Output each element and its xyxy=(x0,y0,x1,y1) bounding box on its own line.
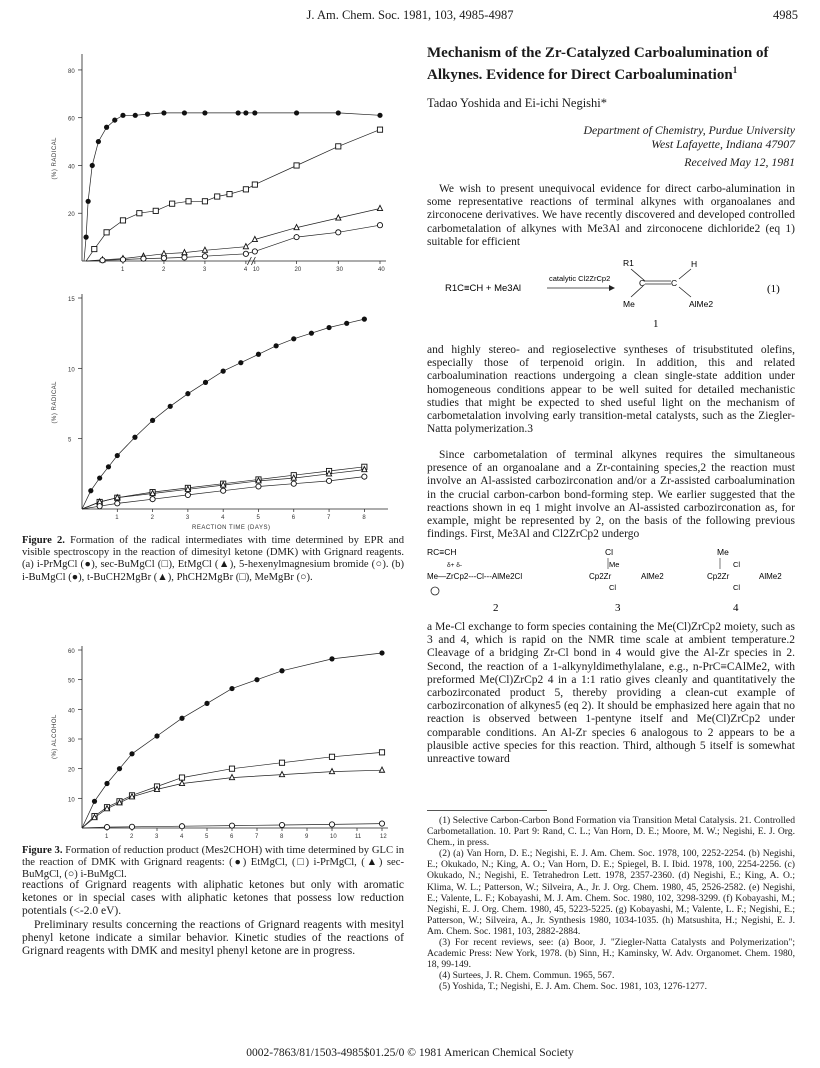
x-tick-label: 40 xyxy=(378,267,385,273)
data-point xyxy=(117,766,122,771)
data-point xyxy=(294,163,299,168)
x-tick-label: 3 xyxy=(185,515,190,521)
s4-cl: Cl xyxy=(733,560,741,569)
page-footer: 0002-7863/81/1503-4985$01.25/0 © 1981 American Chemical Society xyxy=(246,1047,574,1059)
data-point xyxy=(88,488,93,493)
data-point xyxy=(243,187,248,192)
figure-3-caption xyxy=(22,845,404,882)
data-point xyxy=(129,824,134,829)
compound-2-label: 2 xyxy=(493,602,499,614)
series-1 xyxy=(82,650,385,828)
data-point xyxy=(243,244,248,249)
x-tick-label: 8 xyxy=(280,834,284,840)
data-point xyxy=(170,201,175,206)
article-authors: Tadao Yoshida and Ei-ichi Negishi* xyxy=(427,96,608,110)
data-point xyxy=(336,230,341,235)
data-point xyxy=(377,127,382,132)
data-point xyxy=(168,404,173,409)
right-paragraph-4: a Me-Cl exchange to form species containing the Me(Cl)ZrCp2 moiety, such as 3 and 4, which is rapid on the NMR time scale at ambient temperature.2 Cleavage of a bridging Zr-Cl bond in 4 would give the Al-Zr species in 2. Second, the reaction of a 1-alkynyldimethylalane, e.g., n-PrC≡CAlMe2, with preformed Me(Cl)ZrCp2 4 in a 1:1 ratio gives cleanly and quantitatively the carbozirconated product 5, thereby providing a clean-cut example of carbozirconation of alkynes5 (eq 2). It should be emphasized here again that no reaction is observed between 1-pentyne itself and Me(Cl)ZrCp2 under comparable conditions. An Al-Zr species 6 analogous to 2 appears to be a plausible active species for this reaction. Third, although 5 itself is somewhat unreactive toward xyxy=(427,621,795,766)
data-point xyxy=(115,501,120,506)
data-point xyxy=(336,144,341,149)
x-tick-label: 9 xyxy=(305,834,309,840)
svg-text:C: C xyxy=(671,278,678,288)
series-2 xyxy=(86,127,383,261)
series-2 xyxy=(82,750,385,828)
data-point xyxy=(243,110,248,115)
x-tick-label: 2 xyxy=(130,834,134,840)
y-axis-label: (%) RADICAL xyxy=(52,380,58,424)
data-point xyxy=(221,488,226,493)
data-point xyxy=(182,110,187,115)
affiliation-line-2: West Lafayette, Indiana 47907 xyxy=(651,137,795,151)
data-point xyxy=(291,336,296,341)
data-point xyxy=(236,110,241,115)
data-point xyxy=(104,230,109,235)
series-line xyxy=(82,319,364,509)
data-point xyxy=(179,824,184,829)
data-point xyxy=(185,391,190,396)
data-point xyxy=(86,199,91,204)
running-header xyxy=(0,6,820,26)
data-point xyxy=(106,464,111,469)
y-tick-label: 40 xyxy=(68,164,75,171)
data-point xyxy=(291,481,296,486)
x-tick-label: 5 xyxy=(205,834,209,840)
data-point xyxy=(229,823,234,828)
footnote-4: (4) Surtees, J. R. Chem. Commun. 1965, 567. xyxy=(439,970,615,982)
data-point xyxy=(329,754,334,759)
x-tick-label: 1 xyxy=(120,267,125,273)
right-paragraph-1: We wish to present unequivocal evidence for direct carbo-alumination in some representative reactions of terminal alkynes with organoalanes and zirconocene derivatives. We have recently discovered and developed controlled carbometalation of alkynes with Me3Al and zirconocene dichloride2 (eq 1) suitable for efficient xyxy=(427,183,795,248)
x-tick-label: 6 xyxy=(230,834,234,840)
figure-2b-chart xyxy=(40,283,410,533)
x-tick-label: 12 xyxy=(380,834,387,840)
s4-me: Me xyxy=(717,547,729,557)
data-point xyxy=(256,484,261,489)
x-tick-label: 1 xyxy=(115,515,119,521)
svg-text:C: C xyxy=(639,278,646,288)
svg-text:Cl: Cl xyxy=(733,583,741,592)
figure-2-caption xyxy=(22,535,404,584)
x-tick-label: 3 xyxy=(155,834,159,840)
data-point xyxy=(379,821,384,826)
data-point xyxy=(377,113,382,118)
data-point xyxy=(329,822,334,827)
title-footnote-mark: 1 xyxy=(732,64,738,75)
s2-charges: δ+ δ- xyxy=(447,562,463,569)
data-point xyxy=(202,110,207,115)
series-line xyxy=(82,752,382,828)
eq1-r1: R1 xyxy=(623,258,634,268)
eq1-catalyst: catalytic Cl2ZrCp2 xyxy=(549,274,611,283)
data-point xyxy=(202,199,207,204)
data-point xyxy=(161,256,166,261)
structures-svg xyxy=(427,545,795,617)
data-point xyxy=(153,208,158,213)
figure-3-svg xyxy=(40,640,410,840)
affiliation xyxy=(427,123,795,151)
y-axis-label: (%) RADICAL xyxy=(52,136,58,180)
data-point xyxy=(185,492,190,497)
x-axis-label: REACTION TIME (DAYS) xyxy=(192,525,271,531)
data-point xyxy=(202,247,207,252)
data-point xyxy=(362,474,367,479)
s3-me: Me xyxy=(609,560,620,569)
x-tick-label: 2 xyxy=(161,267,166,273)
data-point xyxy=(254,677,259,682)
figure-3-label: Figure 3. xyxy=(22,845,63,856)
equation-1-svg xyxy=(427,257,795,339)
x-tick-label: 4 xyxy=(243,267,248,273)
data-point xyxy=(150,497,155,502)
figure-2b-svg xyxy=(40,283,410,533)
figure-2a-svg xyxy=(40,36,410,274)
footnote-5: (5) Yoshida, T.; Negishi, E. J. Am. Chem. Soc. 1981, 103, 1276-1277. xyxy=(439,981,708,993)
footnote-3: (3) For recent reviews, see: (a) Boor, J. "Ziegler-Natta Catalysts and Polymerization"; Academic Press: New York, 1978. (b) Sinn, H.; Kaminsky, W. Adv. Organomet. Chem. 1980, 18, 99-149. xyxy=(427,937,795,971)
structures-2-3-4 xyxy=(427,545,795,617)
data-point xyxy=(161,110,166,115)
footnote-2: (2) (a) Van Horn, D. E.; Negishi, E. J. Am. Chem. Soc. 1978, 100, 2252-2254. (b) Negishi, E.; Okukado, N.; King, A. O.; Van Horn, D. E.; Spiegel, B. I. Ibid. 1978, 100, 2254-2256. (c) Okukado, N.; Negishi, E. Tetrahedron Lett. 1978, 2357-2360. (d) Negishi, E.; King, A. O.; Klima, W. L.; Patterson, W.; Silveira, A., Jr. J. Org. Chem. 1980, 45, 2526-2582. (e) Negishi, E.; Valente, L. F.; Kobayashi, M. J. Am. Chem. Soc. 1980, 102, 3298-3299. (f) Kobayashi, M.; Negishi, E. J. Org. Chem. 1980, 45, 5223-5225. (g) Kobayashi, M.; Valente, L. F.; Negishi, E.; Patterson, W.; Silveira, A., Jr. Synthesis 1980, 1034-1035. (h) Matsushita, H.; Negishi, E. J. Am. Chem. Soc. 1981, 103, 2882-2884. xyxy=(427,848,795,937)
data-point xyxy=(362,317,367,322)
data-point xyxy=(202,254,207,259)
y-tick-label: 20 xyxy=(68,212,75,219)
data-point xyxy=(120,113,125,118)
data-point xyxy=(329,656,334,661)
s2-body: Me—ZrCp2---Cl---AlMe2Cl xyxy=(427,572,523,581)
data-point xyxy=(179,775,184,780)
data-point xyxy=(379,767,384,772)
y-tick-label: 40 xyxy=(68,708,75,715)
compound-1-label: 1 xyxy=(653,318,659,330)
data-point xyxy=(252,249,257,254)
data-point xyxy=(137,211,142,216)
series-1 xyxy=(83,110,382,261)
data-point xyxy=(229,766,234,771)
data-point xyxy=(274,343,279,348)
x-tick-label: 4 xyxy=(221,515,225,521)
series-line xyxy=(86,209,380,262)
y-tick-label: 50 xyxy=(68,678,75,685)
data-point xyxy=(133,113,138,118)
y-tick-label: 60 xyxy=(68,649,75,655)
x-tick-label: 3 xyxy=(202,267,207,273)
y-tick-label: 15 xyxy=(68,297,75,303)
s3-zr: Cp2Zr xyxy=(589,572,612,581)
y-tick-label: 60 xyxy=(68,116,75,123)
x-tick-label: 10 xyxy=(330,834,337,840)
data-point xyxy=(154,733,159,738)
equation-1 xyxy=(427,257,795,339)
data-point xyxy=(100,258,105,263)
s4-al: AlMe2 xyxy=(759,572,782,581)
x-tick-label: 7 xyxy=(255,834,259,840)
series-line xyxy=(84,113,380,261)
data-point xyxy=(129,751,134,756)
y-tick-label: 80 xyxy=(68,68,75,75)
data-point xyxy=(150,418,155,423)
data-point xyxy=(90,163,95,168)
x-tick-label: 4 xyxy=(180,834,184,840)
data-point xyxy=(97,475,102,480)
data-point xyxy=(329,769,334,774)
y-tick-label: 10 xyxy=(68,367,75,374)
y-tick-label: 5 xyxy=(68,437,72,444)
data-point xyxy=(179,716,184,721)
data-point xyxy=(97,504,102,509)
x-tick-label: 2 xyxy=(150,515,154,521)
y-tick-label: 10 xyxy=(68,797,75,804)
x-tick-label: 11 xyxy=(355,834,362,840)
footnotes xyxy=(427,815,795,993)
data-point xyxy=(252,182,257,187)
y-tick-label: 30 xyxy=(68,738,75,744)
x-tick-label: 30 xyxy=(336,267,343,273)
eq1-reactants: R1C≡CH + Me3Al xyxy=(445,283,522,294)
s2-alkyne: RC≡CH xyxy=(427,547,457,557)
compound-3-label: 3 xyxy=(615,602,621,614)
x-tick-label: 8 xyxy=(362,515,366,521)
page-number: 4985 xyxy=(773,8,798,22)
figure-2-label: Figure 2. xyxy=(22,535,65,546)
compound-4-label: 4 xyxy=(733,602,739,614)
x-tick-label: 5 xyxy=(256,515,260,521)
data-point xyxy=(227,192,232,197)
data-point xyxy=(120,218,125,223)
article-title xyxy=(427,45,795,83)
data-point xyxy=(145,112,150,117)
data-point xyxy=(104,825,109,830)
figure-2a-chart xyxy=(40,36,410,274)
data-point xyxy=(229,686,234,691)
journal-citation: J. Am. Chem. Soc. 1981, 103, 4985-4987 xyxy=(306,8,514,22)
data-point xyxy=(204,701,209,706)
series-4 xyxy=(86,223,383,263)
data-point xyxy=(215,194,220,199)
eq1-me: Me xyxy=(623,299,635,309)
s3-cl: Cl xyxy=(605,547,614,557)
x-tick-label: 10 xyxy=(252,267,260,273)
data-point xyxy=(104,781,109,786)
data-point xyxy=(279,822,284,827)
data-point xyxy=(294,110,299,115)
eq1-number: (1) xyxy=(767,283,780,295)
x-tick-label: 6 xyxy=(291,515,296,521)
s4-zr: Cp2Zr xyxy=(707,572,730,581)
left-paragraph-1: reactions of Grignard reagents with aliphatic ketones but only with aromatic ketones or in special cases with aliphatic ketones that possess low reduction potentials (<-2.0 eV). xyxy=(22,879,404,918)
data-point xyxy=(182,255,187,260)
data-point xyxy=(238,360,243,365)
data-point xyxy=(112,117,117,122)
y-tick-label: 20 xyxy=(68,767,75,774)
y-axis-label: (%) ALCOHOL xyxy=(52,714,58,759)
footnote-1: (1) Selective Carbon-Carbon Bond Formation via Transition Metal Catalysis. 21. Controlled Carbometallation. 10. Part 9: Rand, C. L.; Van Horn, D. E.; Moore, M. W.; Negishi, E. J. Org. Chem., in press. xyxy=(427,815,795,849)
left-paragraph-2: Preliminary results concerning the reactions of Grignard reagents with mesityl phenyl ketone indicate a similar behavior. Kinetic studies of the reactions of Grignard reagents with DMK and mesityl phenyl ketone are in progress. xyxy=(22,918,404,958)
svg-text:Cl: Cl xyxy=(609,583,617,592)
eq1-h: H xyxy=(691,259,698,269)
data-point xyxy=(229,774,234,779)
data-point xyxy=(132,435,137,440)
series-line xyxy=(82,653,382,828)
figure-3-chart xyxy=(40,640,410,840)
data-point xyxy=(279,772,284,777)
data-point xyxy=(203,380,208,385)
x-tick-label: 7 xyxy=(327,515,331,521)
data-point xyxy=(309,331,314,336)
data-point xyxy=(344,321,349,326)
figure-2-text: Formation of the radical intermediates with time determined by EPR and visible spectroscopy in the reaction of dimesityl ketone (DMK) with Grignard reagents. (a) i-PrMgCl (●), sec-BuMgCl (□), EtMgCl (▲), 5-hexenylmagnesium bromide (○). (b) i-BuMgCl (●), t-BuCH2MgBr (▲), PhCH2MgBr (□), MeMgBr (○). xyxy=(22,535,404,583)
data-point xyxy=(279,760,284,765)
x-tick-label: 20 xyxy=(294,267,302,273)
received-date: Received May 12, 1981 xyxy=(684,155,795,169)
data-point xyxy=(120,257,125,262)
data-point xyxy=(92,246,97,251)
data-point xyxy=(379,750,384,755)
series-1 xyxy=(82,317,367,510)
data-point xyxy=(377,223,382,228)
data-point xyxy=(326,478,331,483)
data-point xyxy=(243,251,248,256)
data-point xyxy=(96,139,101,144)
data-point xyxy=(83,235,88,240)
data-point xyxy=(279,668,284,673)
right-paragraph-3: Since carbometalation of terminal alkynes requires the simultaneous presence of an organoalane and a Zr-containing species,2 the reaction must involve an Al-assisted carbozirconation and/or a Zr-assisted carboalumination in the crucial carbon-carbon bond-forming step. We earlier suggested that the reactions shown in eq 1 might involve an Al-assisted carbozirconation as, for example, might be represented by 2, on the basis of the following previous findings. First, Me3Al and Cl2ZrCp2 undergo xyxy=(427,449,795,541)
figure-3-text: Formation of reduction product (Mes2CHOH) with time determined by GLC in the reaction of DMK with Grignard reagents: (●) EtMgCl, (□) i-PrMgCl, (▲) sec-BuMgCl, (○) i-BuMgCl. xyxy=(22,845,404,881)
data-point xyxy=(104,125,109,130)
data-point xyxy=(379,650,384,655)
data-point xyxy=(377,205,382,210)
right-paragraph-2: and highly stereo- and regioselective syntheses of trisubstituted olefins, especially those of terpenoid origin. In addition, this and related carboalumination reactions undergoing a clean single-state addition under homogeneous conditions appear to be well suited for detailed mechanistic studies that might be expected to shed useful light on the mechanism of carbometalation involving early transition-metal catalysts, such as the Ziegler-Natta polymerization.3 xyxy=(427,344,795,436)
data-point xyxy=(256,352,261,357)
x-tick-label: 1 xyxy=(105,834,109,840)
affiliation-line-1: Department of Chemistry, Purdue University xyxy=(583,123,795,137)
data-point xyxy=(326,325,331,330)
data-point xyxy=(141,256,146,261)
footnote-rule xyxy=(427,810,547,811)
data-point xyxy=(92,799,97,804)
data-point xyxy=(336,110,341,115)
s3-al: AlMe2 xyxy=(641,572,664,581)
left-body-text xyxy=(22,879,404,958)
data-point xyxy=(186,199,191,204)
eq1-alme2: AlMe2 xyxy=(689,299,714,309)
data-point xyxy=(294,235,299,240)
series-4 xyxy=(82,474,367,509)
data-point xyxy=(221,369,226,374)
article-title-text: Mechanism of the Zr-Catalyzed Carboalumination of Alkynes. Evidence for Direct Carboalumination xyxy=(427,45,769,83)
data-point xyxy=(252,110,257,115)
data-point xyxy=(115,453,120,458)
